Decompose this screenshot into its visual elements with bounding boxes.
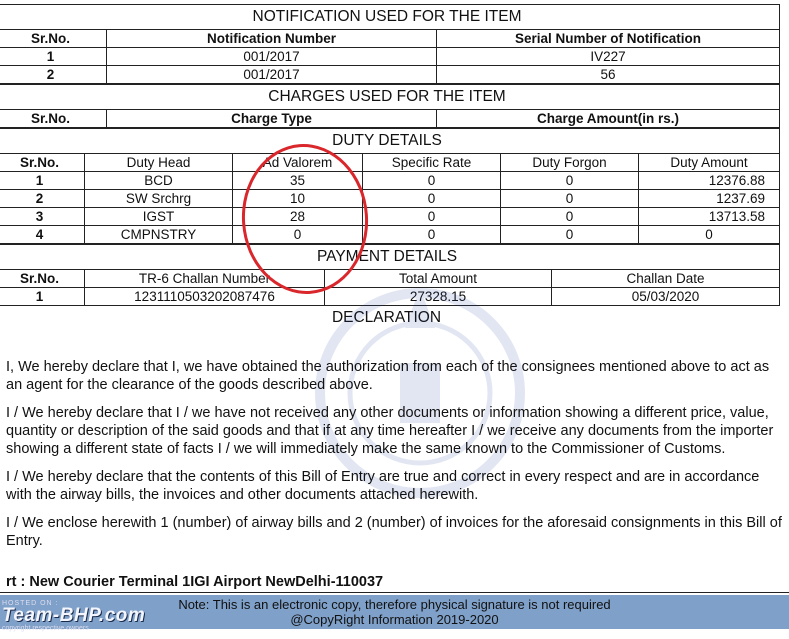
- table-cell: 0: [363, 172, 501, 190]
- column-header: Charge Type: [107, 110, 437, 128]
- table-cell: 1: [0, 48, 107, 66]
- table-row: [0, 66, 780, 84]
- table-cell: 001/2017: [107, 66, 437, 84]
- table-cell: 1231110503202087476: [85, 288, 325, 306]
- table-cell: 56: [437, 66, 780, 84]
- column-header: Specific Rate: [363, 154, 501, 172]
- column-header: Sr.No.: [0, 110, 107, 128]
- table-cell: 001/2017: [107, 48, 437, 66]
- footer-copyright: @CopyRight Information 2019-2020: [290, 612, 499, 627]
- table-cell: 0: [501, 226, 639, 244]
- duty-title: DUTY DETAILS: [0, 129, 780, 154]
- table-cell: 0: [501, 172, 639, 190]
- table-cell: 12376.88: [639, 172, 780, 190]
- table-cell: 2: [0, 190, 85, 208]
- column-header: Total Amount: [325, 270, 552, 288]
- badge-copyright: copyright respective owners: [2, 625, 89, 632]
- declaration-paragraph: I / We hereby declare that the contents of this Bill of Entry are true and correct in every respect and are in accordance with the airway bills, the invoices and other documents attached herewith.: [6, 469, 760, 503]
- table-cell: 05/03/2020: [552, 288, 780, 306]
- column-header: Ad Valorem: [233, 154, 363, 172]
- payment-title: PAYMENT DETAILS: [0, 245, 780, 270]
- table-row: [0, 190, 780, 208]
- table-row: [0, 172, 780, 190]
- table-cell: 35: [233, 172, 363, 190]
- table-cell: 3: [0, 208, 85, 226]
- table-cell: IV227: [437, 48, 780, 66]
- column-header: Notification Number: [107, 30, 437, 48]
- charges-title: CHARGES USED FOR THE ITEM: [0, 85, 780, 110]
- column-header: Sr.No.: [0, 30, 107, 48]
- column-header: TR-6 Challan Number: [85, 270, 325, 288]
- table-cell: 0: [501, 190, 639, 208]
- declaration-paragraph: I, We hereby declare that I, we have obtained the authorization from each of the consignees mentioned above to act as an agent for the clearance of the goods described above.: [6, 359, 770, 393]
- notification-table: [0, 4, 780, 84]
- column-header: Duty Forgon: [501, 154, 639, 172]
- column-header: Sr.No.: [0, 270, 85, 288]
- charges-table: [0, 84, 780, 128]
- declaration-paragraph: I / We hereby declare that I / we have not received any other documents or information showing a different price, value, quantity or description of the said goods and that if at any time hereafter I / we receive any documents from the importer showing a different state of facts I / we will immediately make the same known to the Commissioner of Customs.: [6, 405, 774, 457]
- table-cell: 0: [363, 208, 501, 226]
- table-cell: 13713.58: [639, 208, 780, 226]
- table-cell: 1237.69: [639, 190, 780, 208]
- badge-brand: Team-BHP.com: [2, 605, 146, 626]
- table-cell: 0: [363, 190, 501, 208]
- declaration-body: [0, 358, 785, 560]
- column-header: Charge Amount(in rs.): [437, 110, 780, 128]
- table-row: [0, 208, 780, 226]
- table-cell: CMPNSTRY: [85, 226, 233, 244]
- table-cell: 27328.15: [325, 288, 552, 306]
- table-row: [0, 226, 780, 244]
- table-cell: 0: [233, 226, 363, 244]
- table-cell: 0: [501, 208, 639, 226]
- table-cell: 2: [0, 66, 107, 84]
- column-header: Duty Amount: [639, 154, 780, 172]
- column-header: Duty Head: [85, 154, 233, 172]
- table-cell: 0: [363, 226, 501, 244]
- table-cell: BCD: [85, 172, 233, 190]
- table-cell: 28: [233, 208, 363, 226]
- table-row: [0, 48, 780, 66]
- column-header: Challan Date: [552, 270, 780, 288]
- hosting-badge: [2, 600, 192, 636]
- duty-table: [0, 128, 780, 244]
- footer-note: Note: This is an electronic copy, therefore physical signature is not required: [178, 597, 611, 612]
- badge-hosted-label: HOSTED ON :: [2, 600, 59, 607]
- declaration-title: DECLARATION: [331, 309, 442, 326]
- notification-title: NOTIFICATION USED FOR THE ITEM: [0, 5, 780, 30]
- table-cell: 4: [0, 226, 85, 244]
- table-cell: 0: [639, 226, 780, 244]
- port-of-clearance: rt : New Courier Terminal 1IGI Airport NewDelhi-110037: [0, 573, 789, 593]
- table-cell: 10: [233, 190, 363, 208]
- table-cell: SW Srchrg: [85, 190, 233, 208]
- declaration-paragraph: I / We enclose herewith 1 (number) of airway bills and 2 (number) of invoices for the aforesaid consignments in this Bill of Entry.: [6, 515, 782, 549]
- column-header: Serial Number of Notification: [437, 30, 780, 48]
- table-cell: IGST: [85, 208, 233, 226]
- table-cell: 1: [0, 172, 85, 190]
- table-cell: 1: [0, 288, 85, 306]
- column-header: Sr.No.: [0, 154, 85, 172]
